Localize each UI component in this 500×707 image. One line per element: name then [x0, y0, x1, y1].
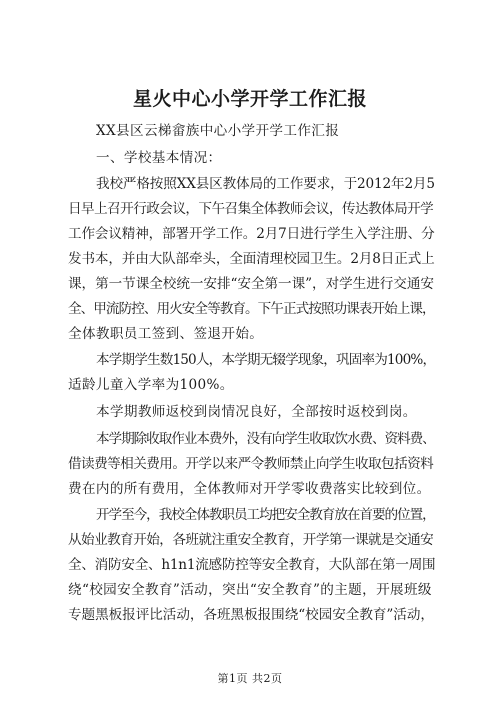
paragraph-line: 绕“校园安全教育”活动，突出“安全教育”的主题，开展班级	[68, 582, 432, 598]
paragraph-line: 发书本，并由大队部牵头，全面清理校园卫生。2月8日正式上	[68, 251, 435, 267]
paragraph-line: 从始业教育开始，各班就注重安全教育，开学第一课就是交通安	[68, 532, 434, 548]
paragraph-line: 本学期教师返校到岗情况良好，全部按时返校到岗。	[96, 404, 417, 420]
page-footer: 第1页 共2页	[217, 672, 283, 685]
paragraph-line: 全、消防安全、h1n1流感防控等安全教育，大队部在第一周围	[68, 557, 436, 573]
paragraph-line: 本学期除收取作业本费外，没有向学生收取饮水费、资料费、	[96, 431, 435, 447]
subtitle-line: XX县区云梯畲族中心小学开学工作汇报	[96, 123, 340, 139]
paragraph-line: 借读费等相关费用。开学以来严令教师禁止向学生收取包括资料	[68, 456, 434, 472]
paragraph-line: 费在内的所有费用，全体教师对开学零收费落实比较到位。	[68, 481, 431, 497]
paragraph-line: 开学至今，我校全体教职员工均把安全教育放在首要的位置，	[96, 507, 435, 523]
paragraph-line: 全、甲流防控、用火安全等教育。下午正式按照功课表开始上课，	[68, 301, 435, 317]
section-heading: 一、学校基本情况：	[96, 150, 222, 166]
paragraph-line: 我校严格按照XX县区教体局的工作要求，于2012年2月5	[96, 176, 435, 192]
document-title: 星火中心小学开学工作汇报	[132, 88, 367, 110]
paragraph-line: 全体教职员工签到、签退开始。	[68, 326, 264, 342]
paragraph-line: 工作会议精神，部署开学工作。2月7日进行学生入学注册、分	[68, 226, 435, 242]
paragraph-line: 本学期学生数150人，本学期无辍学现象，巩固率为100%，	[96, 352, 436, 368]
paragraph-line: 适龄儿童入学率为100%。	[68, 377, 234, 393]
paragraph-line: 课，第一节课全校统一安排“安全第一课”，对学生进行交通安	[68, 276, 434, 292]
paragraph-line: 专题黑板报评比活动，各班黑板报围绕“校园安全教育”活动，	[68, 607, 434, 623]
paragraph-line: 日早上召开行政会议，下午召集全体教师会议，传达教体局开学	[68, 201, 434, 217]
